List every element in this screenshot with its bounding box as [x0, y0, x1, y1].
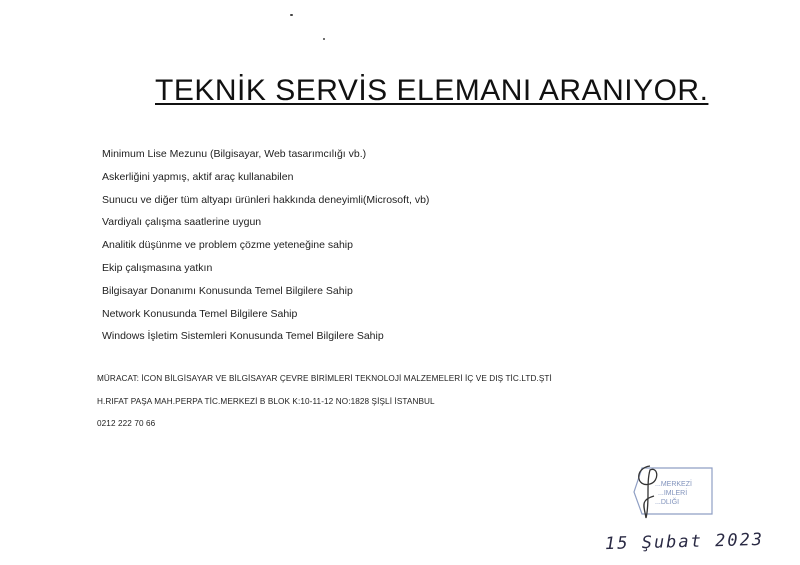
requirements-list	[102, 143, 429, 348]
requirement-item: Sunucu ve diğer tüm altyapı ürünleri hakkında deneyimli(Microsoft, vb)	[102, 193, 430, 206]
contact-block	[97, 368, 552, 436]
application-line: MÜRACAT: İCON BİLGİSAYAR VE BİLGİSAYAR ÇEVRE BİRİMLERİ TEKNOLOJİ MALZEMELERİ İÇ VE DIŞ TİC.LTD.ŞTİ	[97, 374, 552, 383]
scan-speck	[323, 38, 325, 40]
requirement-item: Askerliğini yapmış, aktif araç kullanabilen	[102, 170, 294, 183]
requirement-item: Ekip çalışmasına yatkın	[102, 261, 213, 274]
requirement-item: Network Konusunda Temel Bilgilere Sahip	[102, 307, 298, 320]
stamp-text: ...MERKEZİ	[655, 481, 692, 488]
handwritten-date: 15 Şubat 2023	[604, 529, 765, 555]
document-title: TEKNİK SERVİS ELEMANI ARANIYOR.	[155, 74, 709, 107]
phone-line: 0212 222 70 66	[97, 419, 156, 428]
official-stamp	[620, 462, 720, 522]
requirement-item: Minimum Lise Mezunu (Bilgisayar, Web tasarımcılığı vb.)	[102, 148, 367, 160]
requirement-item: Vardiyalı çalışma saatlerine uygun	[102, 216, 262, 229]
requirement-item: Windows İşletim Sistemleri Konusunda Temel Bilgilere Sahip	[102, 330, 384, 343]
signature-mark	[639, 466, 657, 518]
scan-speck	[290, 14, 293, 16]
stamp-text: ...IMLERİ	[658, 490, 688, 497]
requirement-item: Analitik düşünme ve problem çözme yeteneğine sahip	[102, 239, 353, 252]
requirement-item: Bilgisayar Donanımı Konusunda Temel Bilgilere Sahip	[102, 284, 353, 297]
address-line: H.RIFAT PAŞA MAH.PERPA TİC.MERKEZİ B BLOK K:10-11-12 NO:1828 ŞİŞLİ İSTANBUL	[97, 396, 435, 406]
stamp-text: ...DLIĞI	[655, 499, 680, 506]
